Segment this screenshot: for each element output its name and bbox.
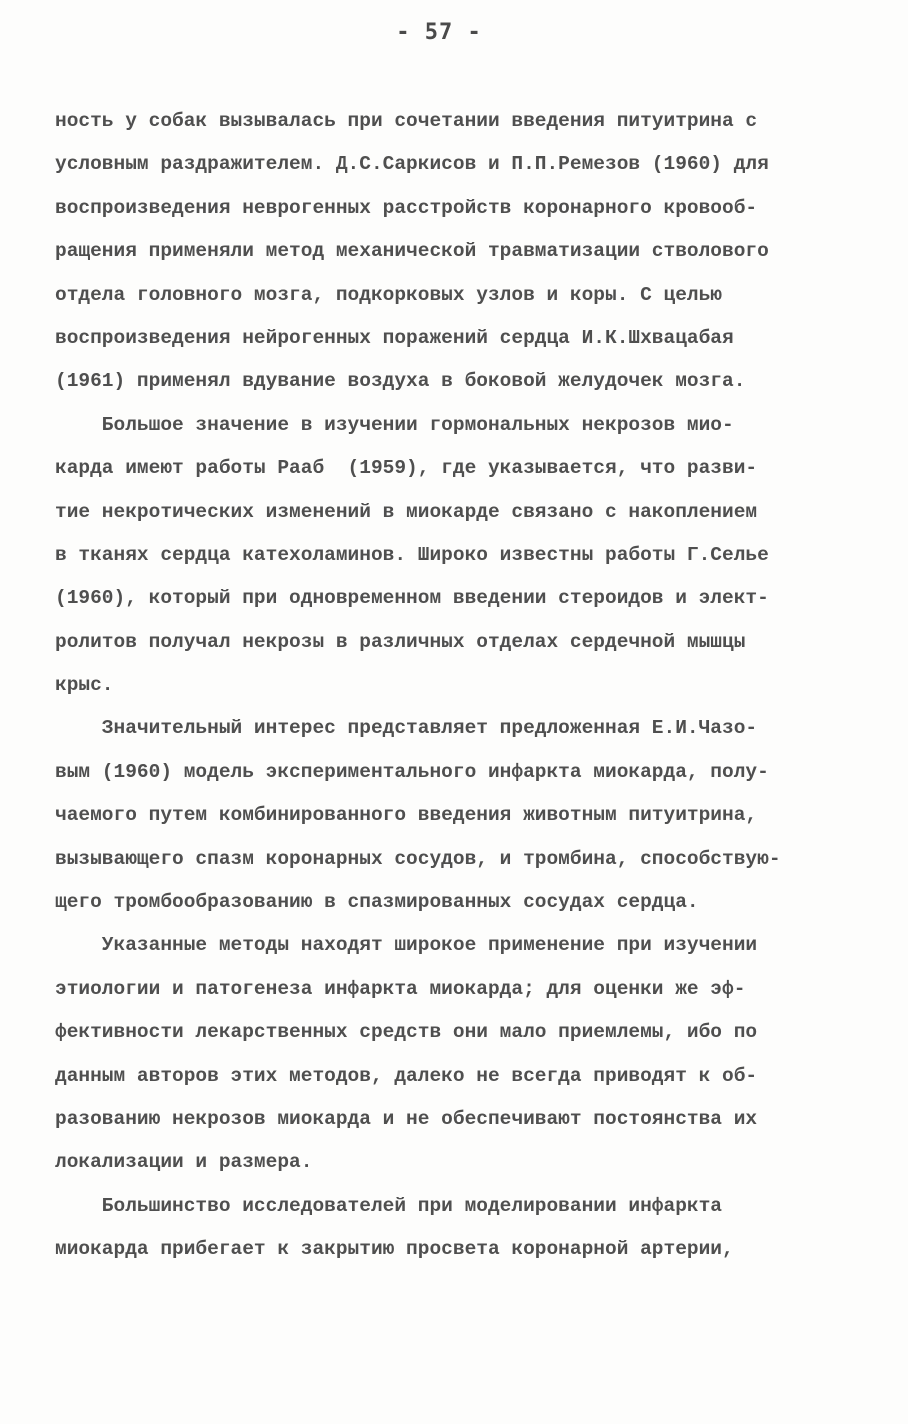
text-line: Указанные методы находят широкое применение при изучении bbox=[55, 934, 758, 957]
text-line: отдела головного мозга, подкорковых узлов и коры. С целью bbox=[55, 283, 723, 306]
body-text bbox=[55, 100, 855, 1272]
text-line: вым (1960) модель экспериментального инфаркта миокарда, полу- bbox=[55, 760, 769, 783]
text-line: (1960), который при одновременном введении стероидов и элект- bbox=[55, 587, 769, 610]
text-line: Значительный интерес представляет предложенная Е.И.Чазо- bbox=[55, 717, 758, 740]
text-line: разованию некрозов миокарда и не обеспечивают постоянства их bbox=[55, 1107, 758, 1130]
text-line: щего тромбообразованию в спазмированных сосудах сердца. bbox=[55, 891, 699, 914]
text-line: чаемого путем комбинированного введения животным питуитрина, bbox=[55, 804, 758, 827]
text-line: тие некротических изменений в миокарде связано с накоплением bbox=[55, 500, 758, 523]
text-line: крыс. bbox=[55, 674, 114, 697]
text-line: вызывающего спазм коронарных сосудов, и тромбина, способствую- bbox=[55, 847, 781, 870]
text-line: локализации и размера. bbox=[55, 1151, 313, 1174]
text-line: в тканях сердца катехоламинов. Широко известны работы Г.Селье bbox=[55, 543, 769, 566]
text-line: воспроизведения нейрогенных поражений сердца И.К.Шхвацабая bbox=[55, 326, 734, 349]
text-line: этиологии и патогенеза инфаркта миокарда; для оценки же эф- bbox=[55, 977, 746, 1000]
text-line: Большое значение в изучении гормональных некрозов мио- bbox=[55, 413, 734, 436]
text-line: условным раздражителем. Д.С.Саркисов и П.П.Ремезов (1960) для bbox=[55, 153, 769, 176]
text-line: карда имеют работы Рааб (1959), где указывается, что разви- bbox=[55, 457, 758, 480]
text-line: Большинство исследователей при моделировании инфаркта bbox=[55, 1194, 723, 1217]
text-line: ращения применяли метод механической травматизации стволового bbox=[55, 240, 769, 263]
page-number: - 57 - bbox=[396, 20, 482, 45]
text-line: воспроизведения неврогенных расстройств коронарного кровооб- bbox=[55, 196, 758, 219]
text-line: ролитов получал некрозы в различных отделах сердечной мышцы bbox=[55, 630, 746, 653]
text-line: миокарда прибегает к закрытию просвета коронарной артерии, bbox=[55, 1238, 734, 1261]
text-line: данным авторов этих методов, далеко не всегда приводят к об- bbox=[55, 1064, 758, 1087]
text-line: фективности лекарственных средств они мало приемлемы, ибо по bbox=[55, 1021, 758, 1044]
text-line: ность у собак вызывалась при сочетании введения питуитрина с bbox=[55, 110, 758, 132]
text-line: (1961) применял вдувание воздуха в боковой желудочек мозга. bbox=[55, 370, 746, 393]
